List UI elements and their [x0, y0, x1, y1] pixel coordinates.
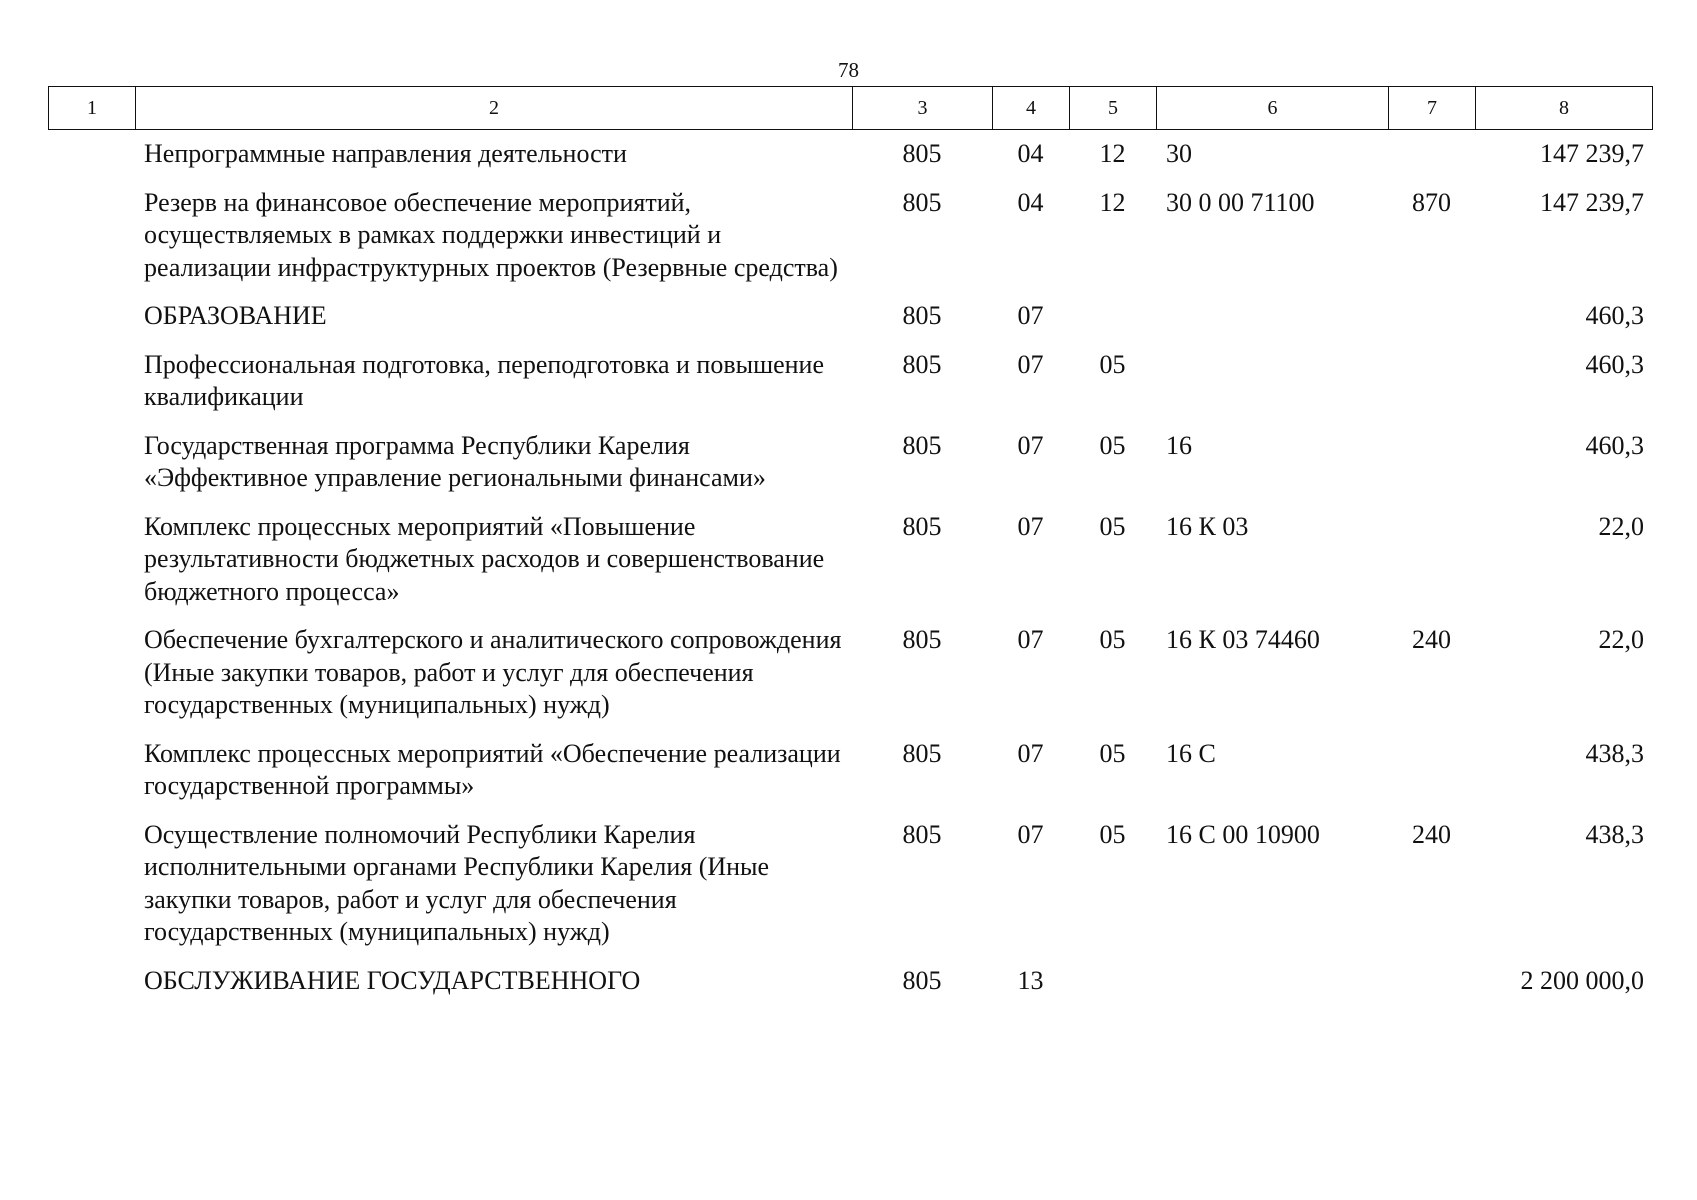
amount: 147 239,7	[1540, 139, 1644, 168]
budget-table-body	[48, 138, 1652, 1013]
header-col-2: 2	[136, 87, 853, 130]
expense-type-code	[1388, 349, 1475, 430]
section-code: 07	[1017, 301, 1044, 330]
page-number: 78	[838, 58, 859, 82]
subsection-code: 05	[1099, 625, 1126, 654]
amount: 438,3	[1585, 819, 1644, 849]
table-row	[48, 511, 1652, 625]
section-code: 13	[1017, 965, 1044, 995]
target-article-code	[1156, 349, 1388, 430]
amount: 22,0	[1598, 511, 1644, 541]
item-name: Профессиональная подготовка, переподготовка и повышение квалификации	[144, 349, 825, 411]
expense-type-code: 240	[1412, 625, 1451, 654]
chapter-code: 805	[902, 349, 942, 379]
target-article-code: 16 С 00 10900	[1166, 819, 1320, 849]
item-name: Непрограммные направления деятельности	[144, 139, 627, 168]
chapter-code: 805	[902, 187, 942, 217]
item-name: Обеспечение бухгалтерского и аналитического сопровождения (Иные закупки товаров, работ и услуг для обеспечения государственных (муниципальных) нужд)	[144, 625, 842, 719]
subsection-code: 05	[1099, 511, 1126, 541]
item-name: Резерв на финансовое обеспечение мероприятий, осуществляемых в рамках поддержки инвестиций и реализации инфраструктурных проектов (Резервные средства)	[144, 187, 838, 282]
expense-type-code: 240	[1412, 819, 1451, 849]
amount: 460,3	[1585, 301, 1644, 330]
expense-type-code	[1388, 430, 1475, 511]
header-col-7: 7	[1389, 87, 1476, 130]
header-col-1: 1	[49, 87, 136, 130]
target-article-code: 16 С	[1166, 738, 1216, 768]
target-article-code: 30 0 00 71100	[1166, 187, 1315, 217]
subsection-code: 05	[1099, 738, 1126, 768]
table-row	[48, 349, 1652, 430]
expense-type-code	[1388, 138, 1475, 187]
table-row	[48, 138, 1652, 187]
header-col-8: 8	[1476, 87, 1653, 130]
target-article-code	[1156, 300, 1388, 349]
section-code: 07	[1017, 430, 1044, 460]
expense-type-code: 870	[1412, 187, 1451, 217]
target-article-code: 30	[1166, 139, 1192, 168]
subsection-code: 12	[1099, 187, 1126, 217]
section-code: 07	[1017, 738, 1044, 768]
table-row	[48, 624, 1652, 738]
chapter-code: 805	[902, 965, 942, 995]
column-number-header	[48, 86, 1653, 130]
table-row	[48, 300, 1652, 349]
section-code: 07	[1017, 625, 1044, 654]
chapter-code: 805	[902, 738, 942, 768]
expense-type-code	[1388, 511, 1475, 625]
table-row	[48, 738, 1652, 819]
chapter-code: 805	[902, 625, 942, 654]
header-row	[49, 87, 1653, 130]
amount: 22,0	[1598, 625, 1644, 654]
expense-type-code	[1388, 738, 1475, 819]
header-col-6: 6	[1157, 87, 1389, 130]
chapter-code: 805	[902, 139, 942, 168]
table-row	[48, 187, 1652, 301]
item-name: ОБРАЗОВАНИЕ	[144, 301, 327, 330]
amount: 460,3	[1585, 349, 1644, 379]
chapter-code: 805	[902, 430, 942, 460]
expense-type-code	[1388, 965, 1475, 1014]
item-name: Государственная программа Республики Карелия «Эффективное управление региональными финансами»	[144, 430, 766, 492]
section-code: 04	[1017, 139, 1044, 168]
section-code: 04	[1017, 187, 1044, 217]
chapter-code: 805	[902, 819, 942, 849]
subsection-code	[1069, 300, 1156, 349]
target-article-code: 16	[1166, 430, 1192, 460]
section-code: 07	[1017, 819, 1044, 849]
amount: 438,3	[1585, 738, 1644, 768]
amount: 460,3	[1585, 430, 1644, 460]
item-name: Осуществление полномочий Республики Карелия исполнительными органами Республики Карелия (Иные закупки товаров, работ и услуг для обеспечения государственных (муниципальных) нужд)	[144, 819, 770, 946]
target-article-code	[1156, 965, 1388, 1014]
item-name: ОБСЛУЖИВАНИЕ ГОСУДАРСТВЕННОГО	[144, 965, 641, 995]
expense-type-code	[1388, 300, 1475, 349]
target-article-code: 16 К 03 74460	[1166, 625, 1320, 654]
table-row	[48, 819, 1652, 965]
subsection-code: 05	[1099, 819, 1126, 849]
table-row	[48, 430, 1652, 511]
amount: 2 200 000,0	[1520, 965, 1644, 995]
header-col-4: 4	[993, 87, 1070, 130]
section-code: 07	[1017, 349, 1044, 379]
target-article-code: 16 К 03	[1166, 511, 1249, 541]
subsection-code	[1069, 965, 1156, 1014]
section-code: 07	[1017, 511, 1044, 541]
subsection-code: 12	[1099, 139, 1126, 168]
item-name: Комплекс процессных мероприятий «Повышение результативности бюджетных расходов и совершенствование бюджетного процесса»	[144, 511, 825, 606]
chapter-code: 805	[902, 511, 942, 541]
subsection-code: 05	[1099, 430, 1126, 460]
amount: 147 239,7	[1540, 187, 1644, 217]
header-col-3: 3	[853, 87, 993, 130]
header-col-5: 5	[1070, 87, 1157, 130]
item-name: Комплекс процессных мероприятий «Обеспечение реализации государственной программы»	[144, 738, 841, 800]
subsection-code: 05	[1099, 349, 1126, 379]
table-row	[48, 965, 1652, 1014]
chapter-code: 805	[902, 301, 942, 330]
